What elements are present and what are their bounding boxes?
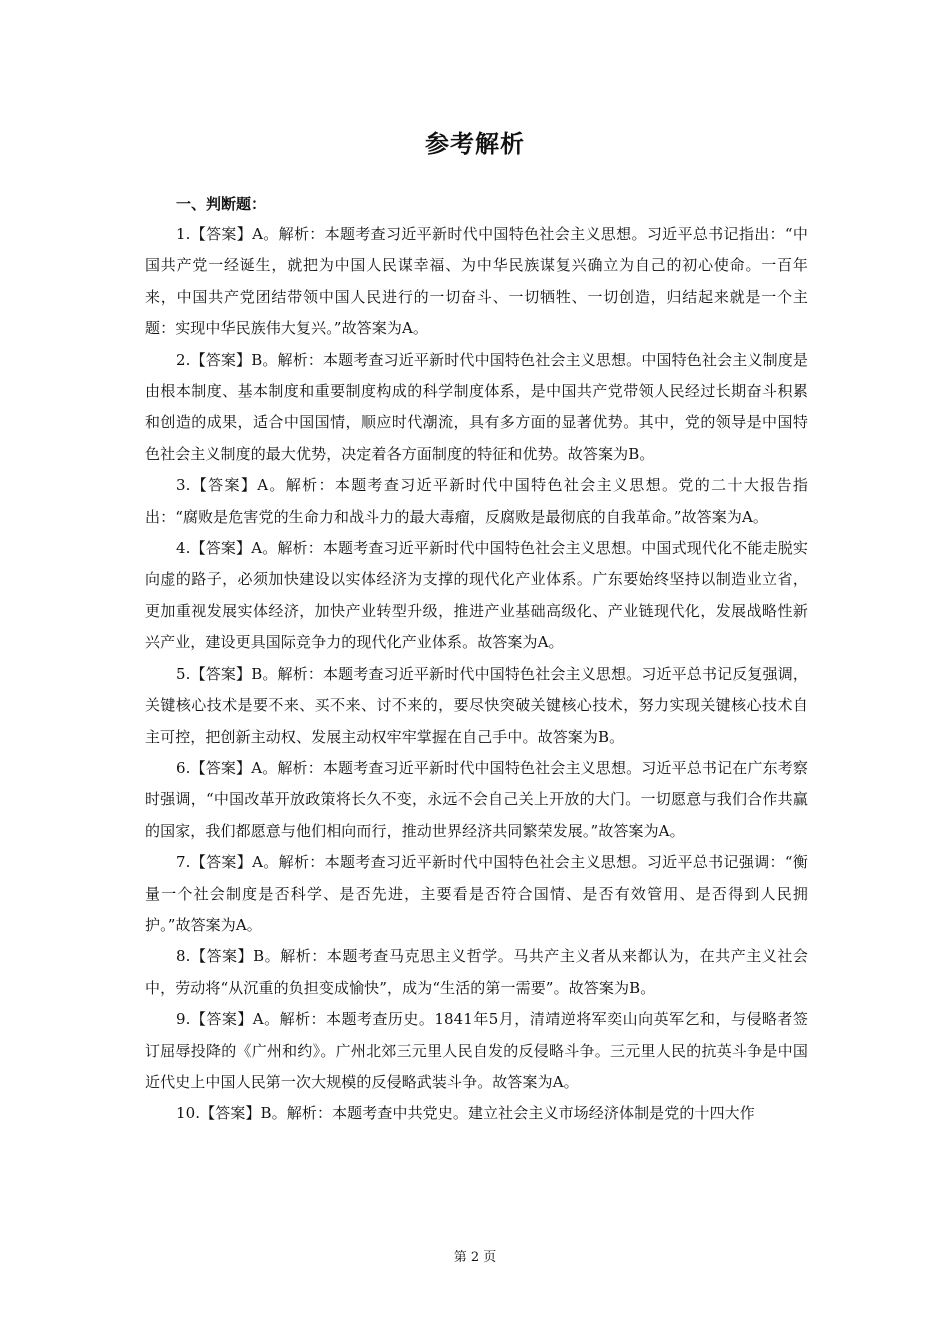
answer-item-7: 7.【答案】A。解析：本题考查习近平新时代中国特色社会主义思想。习近平总书记强调：“衡量一个社会制度是否科学、是否先进，主要看是否符合国情、是否有效管用、是否得到人民拥护。”故答案为A。 — [145, 853, 808, 934]
page-number: 第 2 页 — [453, 1250, 497, 1265]
answer-item-10: 10.【答案】B。解析：本题考查中共党史。建立社会主义市场经济体制是党的十四大作 — [176, 1104, 755, 1123]
answer-item-3: 3.【答案】A。解析：本题考查习近平新时代中国特色社会主义思想。党的二十大报告指出：“腐败是危害党的生命力和战斗力的最大毒瘤，反腐败是最彻底的自我革命。”故答案为A。 — [145, 476, 808, 526]
answer-item-9: 9.【答案】A。解析：本题考查历史。1841年5月，清靖逆将军奕山向英军乞和，与侵略者签订屈辱投降的《广州和约》。广州北郊三元里人民自发的反侵略斗争。三元里人民的抗英斗争是中国近代史上中国人民第一次大规模的反侵略武装斗争。故答案为A。 — [145, 1010, 808, 1091]
answer-item-8: 8.【答案】B。解析：本题考查马克思主义哲学。马共产主义者从来都认为，在共产主义社会中，劳动将“从沉重的负担变成愉快”，成为“生活的第一需要”。故答案为B。 — [145, 947, 808, 997]
section-heading: 一、判断题： — [176, 195, 267, 213]
answer-item-6: 6.【答案】A。解析：本题考查习近平新时代中国特色社会主义思想。习近平总书记在广东考察时强调，“中国改革开放政策将长久不变，永远不会自己关上开放的大门。一切愿意与我们合作共赢的国家，我们都愿意与他们相向而行，推动世界经济共同繁荣发展。”故答案为A。 — [145, 758, 808, 840]
answer-section — [145, 189, 808, 1130]
answer-item-1: 1.【答案】A。解析：本题考查习近平新时代中国特色社会主义思想。习近平总书记指出：“中国共产党一经诞生，就把为中国人民谋幸福、为中华民族谋复兴确立为自己的初心使命。一百年来，中国共产党团结带领中国人民进行的一切奋斗、一切牺牲、一切创造，归结起来就是一个主题：实现中华民族伟大复兴。”故答案为A。 — [145, 225, 808, 338]
answer-item-5: 5.【答案】B。解析：本题考查习近平新时代中国特色社会主义思想。习近平总书记反复强调，关键核心技术是要不来、买不来、讨不来的，要尽快突破关键核心技术，努力实现关键核心技术自主可控，把创新主动权、发展主动权牢牢掌握在自己手中。故答案为B。 — [145, 664, 808, 746]
answer-item-4: 4.【答案】A。解析：本题考查习近平新时代中国特色社会主义思想。中国式现代化不能走脱实向虚的路子，必须加快建设以实体经济为支撑的现代化产业体系。广东要始终坚持以制造业立省，更加重视发展实体经济，加快产业转型升级，推进产业基础高级化、产业链现代化，发展战略性新兴产业，建设更具国际竞争力的现代化产业体系。故答案为A。 — [145, 539, 808, 652]
page-title: 参考解析 — [425, 130, 525, 158]
answer-item-2: 2.【答案】B。解析：本题考查习近平新时代中国特色社会主义思想。中国特色社会主义制度是由根本制度、基本制度和重要制度构成的科学制度体系，是中国共产党带领人民经过长期奋斗积累和创造的成果，适合中国国情，顺应时代潮流，具有多方面的显著优势。其中，党的领导是中国特色社会主义制度的最大优势，决定着各方面制度的特征和优势。故答案为B。 — [145, 350, 808, 463]
